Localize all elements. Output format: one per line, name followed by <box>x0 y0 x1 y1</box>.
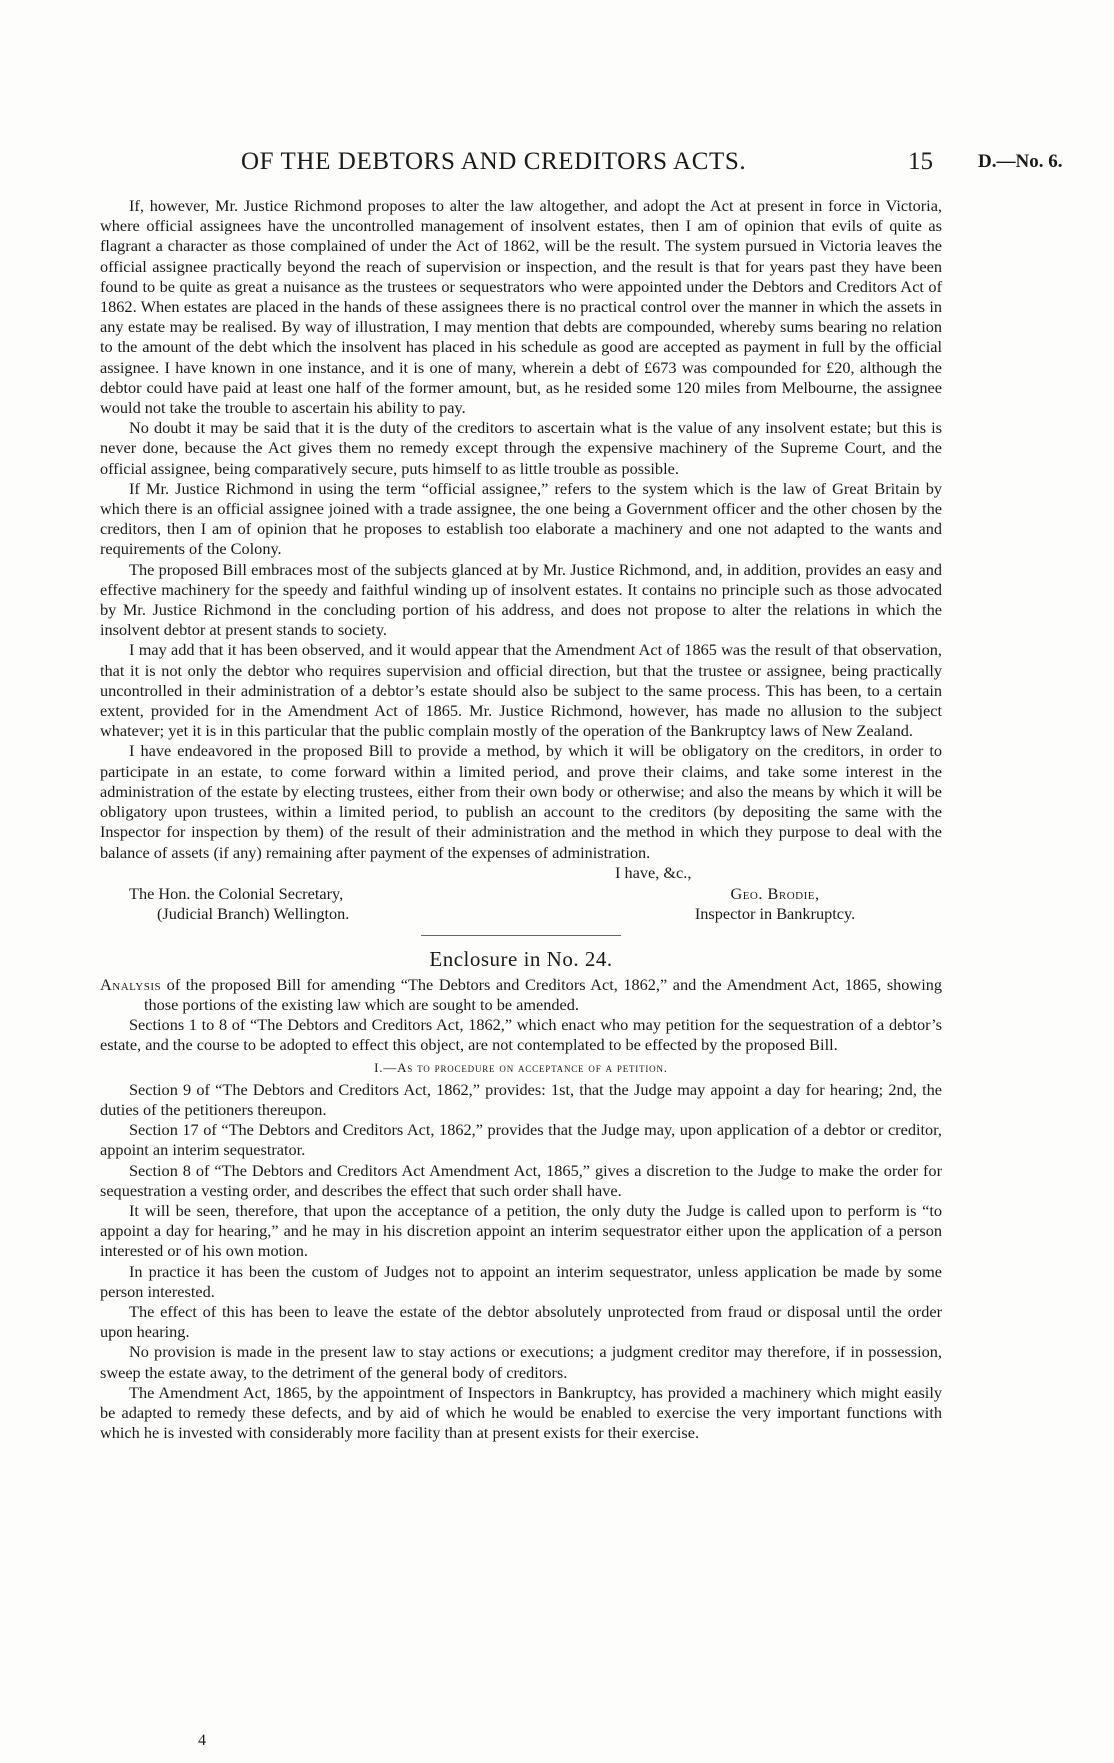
enclosure-heading: Enclosure in No. 24. <box>429 946 613 971</box>
analysis-paragraph <box>100 975 942 1015</box>
enclosure-paragraph: The effect of this has been to leave the estate of the debtor absolutely unprotected from fraud or disposal until the order upon hearing. <box>100 1301 942 1342</box>
section-heading: I.—As to procedure on acceptance of a petition. <box>374 1059 668 1075</box>
running-header <box>0 148 1114 182</box>
body-text <box>100 196 942 1443</box>
page-title: OF THE DEBTORS AND CREDITORS ACTS. <box>241 148 747 175</box>
letter-paragraph: I have endeavored in the proposed Bill to provide a method, by which it will be obligatory on the creditors, in order to participate in an estate, to come forward within a limited period, and prove their claims, and take some interest in the administration of the estate by electing trustees, either from their own body or otherwise; and also the means by which it will be obligatory upon trustees, within a limited period, to publish an account to the creditors (by depositing the same with the Inspector for inspection by them) of the result of their administration and the method in which they purpose to deal with the balance of assets (if any) remaining after payment of the expenses of administration. <box>100 741 942 862</box>
enclosure-paragraph: Section 17 of “The Debtors and Creditors Act, 1862,” provides that the Judge may, upon application of a debtor or creditor, appoint an interim sequestrator. <box>100 1120 942 1160</box>
enclosure-paragraph: It will be seen, therefore, that upon the acceptance of a petition, the only duty the Judge is called upon to perform is “to appoint a day for hearing,” and he may in his discretion appoint an interim sequestrator either upon the application of a person interested or of his own motion. <box>100 1200 942 1261</box>
enclosure-paragraph: In practice it has been the custom of Judges not to appoint an interim sequestrator, unless application be made by some person interested. <box>100 1261 942 1301</box>
letter-paragraph: No doubt it may be said that it is the duty of the creditors to ascertain what is the value of any insolvent estate; but this is never done, because the Act gives them no remedy except through the expensive machinery of the Supreme Court, and the official assignee, being comparatively secure, puts himself to as little trouble as possible. <box>100 418 942 478</box>
letter-signoff <box>100 863 942 925</box>
letter-paragraph: If, however, Mr. Justice Richmond proposes to alter the law altogether, and adopt the Act at present in force in Victoria, where official assignees have the uncontrolled management of insolvent estates, then I am of opinion that evils of quite as flagrant a character as those complained of under the Act of 1862, will be the result. The system pursued in Victoria leaves the official assignee practically beyond the reach of supervision or inspection, and the result is that for years past they have been found to be quite as great a nuisance as the trustees or sequestrators who were appointed under the Debtors and Creditors Act of 1862. When estates are placed in the hands of these assignees there is no practical control over the manner in which the assets in any estate may be realised. By way of illustration, I may mention that debts are compounded, whereby sums bearing no relation to the amount of the debt which the insolvent has placed in his schedule as good are accepted as payment in full by the official assignee. I have known in one instance, and it is one of many, wherein a debt of £673 was compounded for £20, although the debtor could have paid at least one half of the former amount, but, as he resided some 120 miles from Melbourne, the assignee would not take the trouble to ascertain his ability to pay. <box>100 196 942 418</box>
enclosure-paragraph: Sections 1 to 8 of “The Debtors and Creditors Act, 1862,” which enact who may petition for the sequestration of a debtor’s estate, and the course to be adopted to effect this object, are not contemplated to be effected by the proposed Bill. <box>100 1015 942 1055</box>
addressee-line: (Judicial Branch) Wellington. <box>157 903 350 923</box>
enclosure-paragraph: Section 8 of “The Debtors and Creditors Act Amendment Act, 1865,” gives a discretion to the Judge to make the order for sequestration a vesting order, and describes the effect that such order shall have. <box>100 1160 942 1200</box>
analysis-text: of the proposed Bill for amending “The Debtors and Creditors Act, 1862,” and the Amendment Act, 1865, showing those portions of the existing law which are sought to be amended. <box>144 974 942 1014</box>
page-number: 15 <box>908 148 933 175</box>
analysis-lead: Analysis <box>100 974 162 994</box>
document-reference: D.—No. 6. <box>978 151 1063 172</box>
signatory-title: Inspector in Bankruptcy. <box>694 903 856 923</box>
enclosure-paragraph: The Amendment Act, 1865, by the appointment of Inspectors in Bankruptcy, has provided a machinery which might easily be adapted to remedy these defects, and by aid of which he would be enabled to exercise the very important functions with which he is invested with considerably more facility than at present exists for their exercise. <box>100 1382 942 1443</box>
section-divider <box>421 935 621 936</box>
signatory-name: Geo. Brodie, <box>730 883 820 903</box>
enclosure-paragraph: Section 9 of “The Debtors and Creditors Act, 1862,” provides: 1st, that the Judge may appoint a day for hearing; 2nd, the duties of the petitioners thereupon. <box>100 1079 942 1119</box>
addressee-line: The Hon. the Colonial Secretary, <box>129 883 344 903</box>
addressee-block <box>129 884 349 924</box>
signature-block <box>690 884 860 924</box>
letter-paragraph: If Mr. Justice Richmond in using the term “official assignee,” refers to the system which is the law of Great Britain by which there is an official assignee joined with a trade assignee, the one being a Government officer and the other chosen by the creditors, then I am of opinion that he proposes to establish too elaborate a machinery and one not adapted to the wants and requirements of the Colony. <box>100 478 942 559</box>
folio-mark: 4 <box>198 1732 206 1749</box>
letter-paragraph: I may add that it has been observed, and it would appear that the Amendment Act of 1865 was the result of that observation, that it is not only the debtor who requires supervision and official direction, but that the trustee or assignee, being practically uncontrolled in their administration of a debtor’s estate should also be subject to the same process. This has been, to a certain extent, provided for in the Amendment Act of 1865. Mr. Justice Richmond, however, has made no allusion to the subject whatever; yet it is in this particular that the public complain mostly of the operation of the Bankruptcy laws of New Zealand. <box>100 640 942 741</box>
enclosure-paragraph: No provision is made in the present law to stay actions or executions; a judgment creditor may therefore, if in possession, sweep the estate away, to the detriment of the general body of creditors. <box>100 1342 942 1382</box>
letter-paragraph: The proposed Bill embraces most of the subjects glanced at by Mr. Justice Richmond, and, in addition, provides an easy and effective machinery for the speedy and faithful winding up of insolvent estates. It contains no principle such as those advocated by Mr. Justice Richmond in the concluding portion of his address, and does not propose to alter the relations in which the insolvent debtor at present stands to society. <box>100 559 942 640</box>
closing-phrase: I have, &c., <box>615 862 692 882</box>
